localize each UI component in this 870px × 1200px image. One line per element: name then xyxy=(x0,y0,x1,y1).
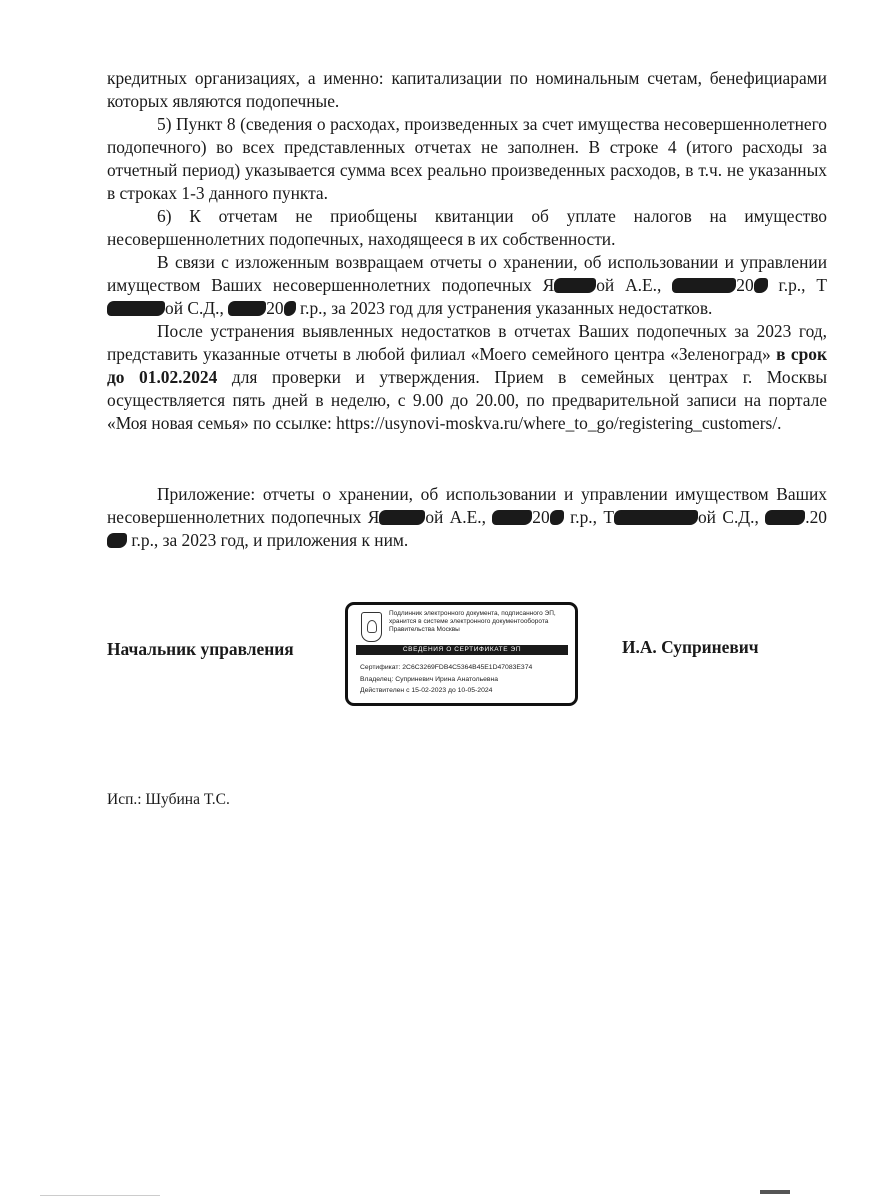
redaction-mark xyxy=(492,510,532,525)
text-fragment: ой А.Е., xyxy=(425,507,486,527)
text-fragment: Приложение: отчеты о хранении, об использовании и управлении имуществом Ваших несовершеннолетних подопечных Я xyxy=(107,484,827,527)
text-fragment: г.р., за 2023 год для устранения указанных недостатков. xyxy=(299,298,713,318)
paragraph-capitalization: кредитных организациях, а именно: капитализации по номинальным счетам, бенефициарами которых являются подопечные. xyxy=(107,68,827,111)
text-fragment: .20 xyxy=(805,507,827,527)
paragraph-item-6: 6) К отчетам не приобщены квитанции об уплате налогов на имущество несовершеннолетних подопечных, находящееся в их собственности. xyxy=(107,206,827,249)
text-fragment: 20 xyxy=(532,507,550,527)
moscow-emblem-icon xyxy=(361,612,382,642)
text-fragment: ой С.Д., xyxy=(697,507,759,527)
redaction-mark xyxy=(107,301,165,316)
signatory-position: Начальник управления xyxy=(107,639,294,659)
text-fragment: г.р., за 2023 год, и приложения к ним. xyxy=(131,530,409,550)
stamp-certificate-bar: СВЕДЕНИЯ О СЕРТИФИКАТЕ ЭП xyxy=(356,645,568,655)
redaction-mark xyxy=(765,510,805,525)
text-fragment: В связи с изложенным возвращаем отчеты о хранении, об использовании и управлении имуществом Ваших несовершеннолетних подопечных Я xyxy=(107,252,827,295)
text-fragment: ой С.Д., xyxy=(165,298,224,318)
text-fragment: ой А.Е., xyxy=(596,275,662,295)
letter-body xyxy=(107,67,827,435)
executor-note: Исп.: Шубина Т.С. xyxy=(107,791,230,808)
text-fragment: 20 xyxy=(266,298,284,318)
text-fragment: для проверки и утверждения. Прием в семейных центрах г. Москвы осуществляется пять дней в неделю, с 9.00 до 20.00, по предварительной записи на портале «Моя новая семья» по ссылке: https://usynovi-moskva.ru/where_to_go/registering_customers/. xyxy=(107,367,828,433)
redaction-mark xyxy=(614,510,698,525)
stamp-owner: Владелец: Суприневич Ирина Анатольевна xyxy=(360,676,499,683)
scan-artifact xyxy=(760,1190,790,1194)
redaction-mark xyxy=(228,301,266,316)
paragraph-return-reports xyxy=(107,251,827,320)
attachment-block xyxy=(107,483,827,552)
signature-block xyxy=(0,602,870,712)
text-fragment: После устранения выявленных недостатков в отчетах Ваших подопечных за 2023 год, представить указанные отчеты в любой филиал «Моего семейного центра «Зеленоград» xyxy=(107,321,827,364)
stamp-header: Подлинник электронного документа, подписанного ЭП, хранится в системе электронного документооборота Правительства Москвы xyxy=(389,610,556,633)
redaction-mark xyxy=(672,278,736,293)
stamp-validity: Действителен с 15-02-2023 до 10-05-2024 xyxy=(360,687,493,694)
redaction-mark xyxy=(284,301,296,316)
scan-artifact xyxy=(40,1195,160,1196)
redaction-mark xyxy=(379,510,425,525)
text-fragment: г.р., Т xyxy=(778,275,827,295)
paragraph-item-5: 5) Пункт 8 (сведения о расходах, произведенных за счет имущества несовершеннолетнего подопечного) во всех представленных отчетах не заполнен. В строке 4 (итого расходы за отчетный период) указывается сумма всех реально произведенных расходов, в т.ч. не указанных в строках 1-3 данного пункта. xyxy=(107,114,827,203)
redaction-mark xyxy=(550,510,564,525)
redaction-mark xyxy=(107,533,127,548)
electronic-signature-stamp xyxy=(345,602,578,706)
paragraph-submit-deadline xyxy=(107,320,827,435)
paragraph-attachment xyxy=(107,483,827,552)
text-fragment: г.р., Т xyxy=(570,507,614,527)
redaction-mark xyxy=(754,278,768,293)
signatory-name: И.А. Суприневич xyxy=(622,637,759,657)
redaction-mark xyxy=(554,278,596,293)
stamp-certificate-number: Сертификат: 2C6C3269FDB4C5364B45E1D47083E374 xyxy=(360,664,533,671)
deadline-text: в срок до 01.02.2024 xyxy=(107,344,827,387)
text-fragment: 20 xyxy=(736,275,754,295)
